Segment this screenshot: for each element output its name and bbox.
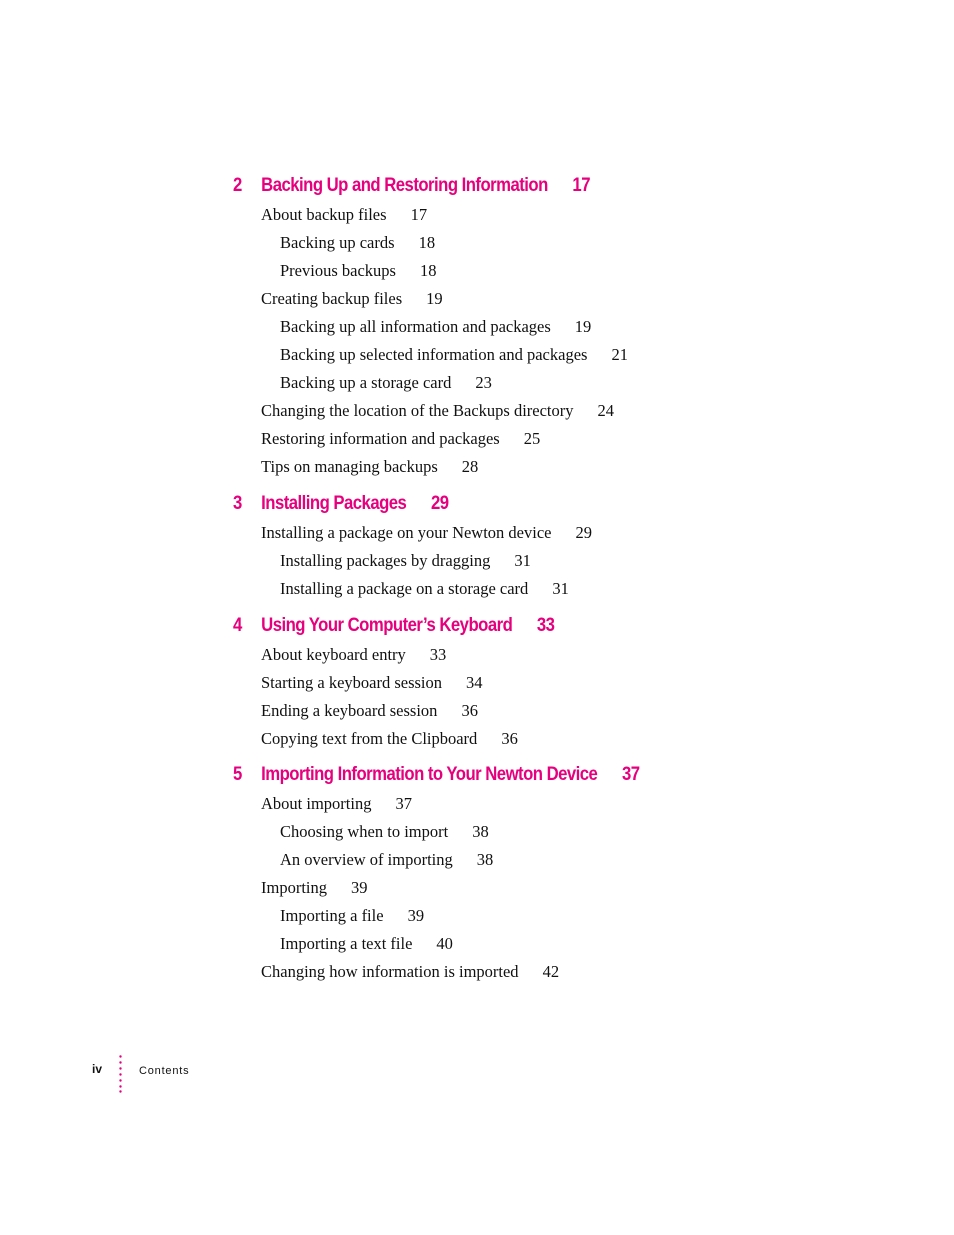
entry-title: Importing a file	[280, 906, 384, 925]
entry-title: Starting a keyboard session	[261, 673, 443, 692]
dotted-rule	[119, 1055, 122, 1093]
entry-page-number: 29	[575, 523, 592, 542]
chapter-title: Using Your Computer’s Keyboard	[261, 615, 513, 636]
entry-title: About importing	[261, 794, 372, 813]
chapter-page-number: 33	[536, 615, 555, 636]
chapter-title: Installing Packages	[261, 493, 407, 514]
entry-title: Installing a package on a storage card	[280, 579, 529, 598]
toc-section-entry[interactable]	[261, 794, 412, 814]
entry-page-number: 18	[419, 261, 437, 280]
entry-page-number: 31	[552, 579, 569, 598]
entry-page-number: 37	[395, 794, 412, 813]
entry-title: Backing up cards	[280, 233, 395, 252]
chapter-number: 4	[233, 615, 242, 636]
toc-subsection-entry[interactable]	[280, 345, 628, 365]
entry-title: Importing a text file	[280, 934, 413, 953]
entry-title: Previous backups	[280, 261, 396, 280]
entry-page-number: 31	[514, 551, 531, 570]
chapter-number: 5	[233, 764, 242, 785]
chapter-page-number: 29	[430, 493, 449, 514]
entry-title: Tips on managing backups	[261, 457, 438, 476]
toc-section-entry[interactable]	[261, 205, 427, 225]
entry-page-number: 23	[475, 373, 492, 392]
chapter-title: Backing Up and Restoring Information	[261, 175, 548, 196]
chapter-page-number: 37	[621, 764, 640, 785]
entry-title: Installing packages by dragging	[280, 551, 491, 570]
page-number: iv	[92, 1062, 103, 1076]
toc-section-entry[interactable]	[261, 701, 478, 721]
toc-section-entry[interactable]	[261, 289, 443, 309]
toc-subsection-entry[interactable]	[280, 934, 453, 954]
entry-page-number: 19	[426, 289, 443, 308]
chapter-heading[interactable]	[233, 493, 449, 515]
entry-title: Ending a keyboard session	[261, 701, 438, 720]
entry-title: About keyboard entry	[261, 645, 406, 664]
chapter-page-number: 17	[572, 175, 590, 196]
entry-page-number: 21	[611, 345, 628, 364]
entry-title: An overview of importing	[280, 850, 453, 869]
entry-title: About backup files	[261, 205, 387, 224]
toc-subsection-entry[interactable]	[280, 850, 493, 870]
entry-title: Backing up selected information and packages	[280, 345, 588, 364]
chapter-heading[interactable]	[233, 615, 554, 637]
toc-subsection-entry[interactable]	[280, 579, 569, 599]
entry-page-number: 24	[597, 401, 615, 420]
entry-page-number: 36	[461, 701, 478, 720]
entry-title: Changing the location of the Backups directory	[261, 401, 574, 420]
chapter-number: 3	[233, 493, 242, 514]
entry-title: Restoring information and packages	[261, 429, 500, 448]
entry-page-number: 19	[574, 317, 592, 336]
toc-subsection-entry[interactable]	[280, 822, 489, 842]
entry-title: Creating backup files	[261, 289, 403, 308]
entry-page-number: 17	[410, 205, 428, 224]
entry-title: Installing a package on your Newton device	[261, 523, 552, 542]
entry-page-number: 38	[476, 850, 494, 869]
chapter-heading[interactable]	[233, 764, 640, 786]
toc-section-entry[interactable]	[261, 673, 483, 693]
entry-page-number: 38	[472, 822, 489, 841]
entry-page-number: 39	[407, 906, 425, 925]
entry-title: Copying text from the Clipboard	[261, 729, 478, 748]
toc-subsection-entry[interactable]	[280, 373, 492, 393]
toc-section-entry[interactable]	[261, 645, 446, 665]
entry-page-number: 36	[501, 729, 518, 748]
entry-title: Changing how information is imported	[261, 962, 519, 981]
toc-section-entry[interactable]	[261, 962, 559, 982]
entry-title: Choosing when to import	[280, 822, 449, 841]
toc-subsection-entry[interactable]	[280, 233, 435, 253]
toc-section-entry[interactable]	[261, 429, 540, 449]
toc-subsection-entry[interactable]	[280, 551, 531, 571]
toc-subsection-entry[interactable]	[280, 317, 591, 337]
toc-section-entry[interactable]	[261, 523, 592, 543]
toc-section-entry[interactable]	[261, 401, 614, 421]
entry-title: Backing up a storage card	[280, 373, 452, 392]
toc-section-entry[interactable]	[261, 878, 368, 898]
entry-page-number: 34	[466, 673, 483, 692]
chapter-number: 2	[233, 175, 242, 196]
entry-page-number: 42	[542, 962, 560, 981]
entry-page-number: 39	[351, 878, 368, 897]
entry-page-number: 40	[436, 934, 453, 953]
toc-section-entry[interactable]	[261, 457, 478, 477]
toc-subsection-entry[interactable]	[280, 261, 436, 281]
chapter-heading[interactable]	[233, 175, 590, 197]
entry-page-number: 18	[418, 233, 436, 252]
chapter-title: Importing Information to Your Newton Device	[261, 764, 598, 785]
entry-title: Backing up all information and packages	[280, 317, 551, 336]
toc-subsection-entry[interactable]	[280, 906, 424, 926]
running-footer-label: Contents	[139, 1065, 190, 1077]
entry-page-number: 28	[461, 457, 479, 476]
entry-title: Importing	[261, 878, 327, 897]
entry-page-number: 33	[429, 645, 447, 664]
toc-section-entry[interactable]	[261, 729, 518, 749]
entry-page-number: 25	[523, 429, 541, 448]
